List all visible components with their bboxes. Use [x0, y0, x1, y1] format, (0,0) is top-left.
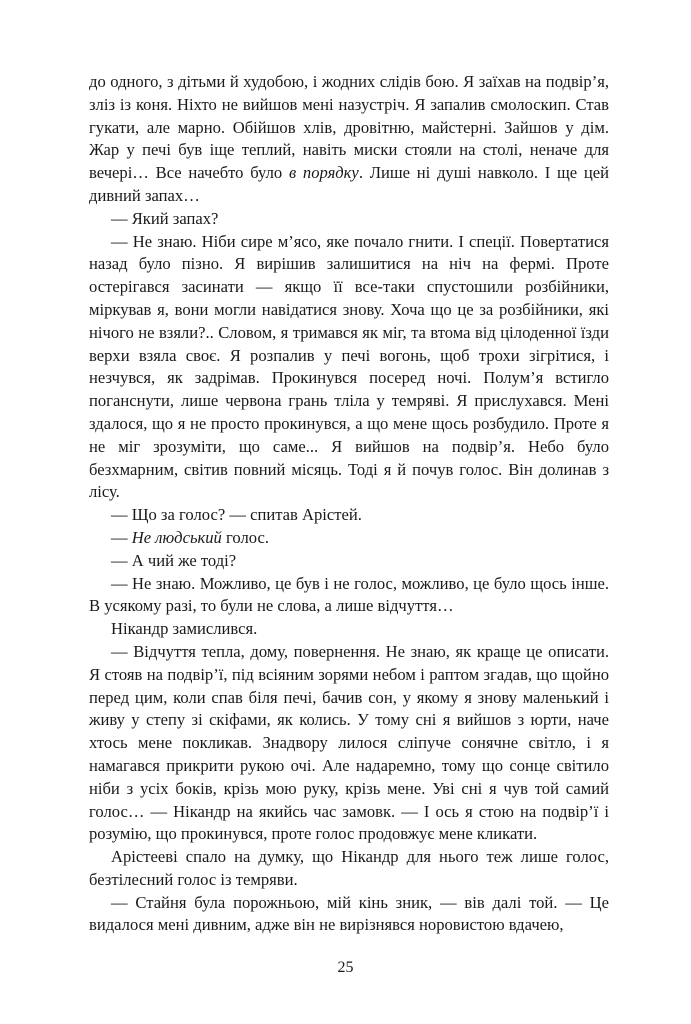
paragraph	[89, 641, 609, 846]
paragraph	[89, 573, 609, 619]
text-run: — А чий же тоді?	[111, 550, 237, 570]
text-run: Арістееві спало на думку, що Нікандр для нього теж лише голос, безтілесний голос із темряви.	[89, 847, 609, 889]
text-run: — Що за голос? — спитав Арістей.	[111, 505, 362, 525]
text-run: — Відчуття тепла, дому, повернення. Не знаю, як краще це описати. Я стояв на подвір’ї, під всіяним зорями небом і раптом згадав, що щойно перед цим, коли спав біля печі, бачив сон, у якому я знову маленький і живу у степу зі скіфами, як колись. У тому сні я вийшов з юрти, наче хтось мене покликав. Знадвору лилося сліпуче сонячне світло, і я намагався прикрити рукою очі. Але надаремно, тому що сонце світило ніби з усіх боків, крізь мою руку, крізь мене. Уві сні я чув той самий голос… — Нікандр на якийсь час замовк. — І ось я стою на подвір’ї і розумію, що прокинувся, проте голос продовжує мене кликати.	[89, 641, 609, 844]
paragraph	[89, 550, 609, 573]
paragraph	[89, 846, 609, 892]
text-run: — Стайня була порожньою, мій кінь зник, — вів далі той. — Це видалося мені дивним, адже він не вирізнявся норовистою вдачею,	[89, 892, 609, 935]
italic-text-run: в порядку	[288, 163, 359, 183]
paragraph	[89, 618, 609, 641]
body-text	[89, 71, 609, 937]
text-run: —	[111, 527, 132, 547]
page-number: 25	[337, 959, 354, 976]
text-run: до одного, з дітьми й худобою, і жодних слідів бою. Я заїхав на подвір’я, зліз із коня. Ніхто не вийшов мені назустріч. Я запалив смолоскип. Став гукати, але марно. Обійшов хлів, дровітню, майстерні. Зайшов у дім. Жар у печі був іще теплий, навіть миски стояли на столі, неначе для вечері… Все начебто було	[89, 72, 609, 183]
italic-text-run: Не людський	[131, 527, 222, 547]
text-run: — Не знаю. Ніби сире м’ясо, яке почало гнити. І спеції. Повертатися назад було пізно. Я вирішив залишитися на ніч на фермі. Проте остерігався засинати — якщо її все-таки спустошили розбійники, міркував я, вони могли навідатися знову. Хоча що це за розбійники, які нічого не взяли?.. Словом, я тримався як міг, та втома від цілоденної їзди верхи взяла своє. Я розпалив у печі вогонь, щоб трохи зігрітися, і незчувся, як задрімав. Прокинувся посеред ночі. Полум’я встигло поганснути, лише червона грань тліла у темряві. Я прислухався. Мені здалося, що я не просто прокинувся, а що мене щось розбудило. Проте я не міг зрозуміти, що саме... Я вийшов на подвір’я. Небо було безхмарним, світив повний місяць. Тоді я й почув голос. Він долинав з лісу.	[89, 231, 609, 502]
paragraph	[89, 527, 609, 550]
paragraph	[89, 231, 609, 505]
paragraph	[89, 504, 609, 527]
paragraph	[89, 892, 609, 938]
paragraph	[89, 71, 609, 208]
paragraph	[89, 208, 609, 231]
text-run: Нікандр замислився.	[111, 619, 258, 639]
text-run: голос.	[221, 527, 269, 547]
text-run: . Лише ні душі навколо. І ще цей дивний запах…	[89, 163, 610, 205]
text-run: — Не знаю. Можливо, це був і не голос, можливо, це було щось інше. В усякому разі, то були не слова, а лише відчуття…	[89, 573, 609, 616]
text-run: — Який запах?	[111, 208, 219, 228]
